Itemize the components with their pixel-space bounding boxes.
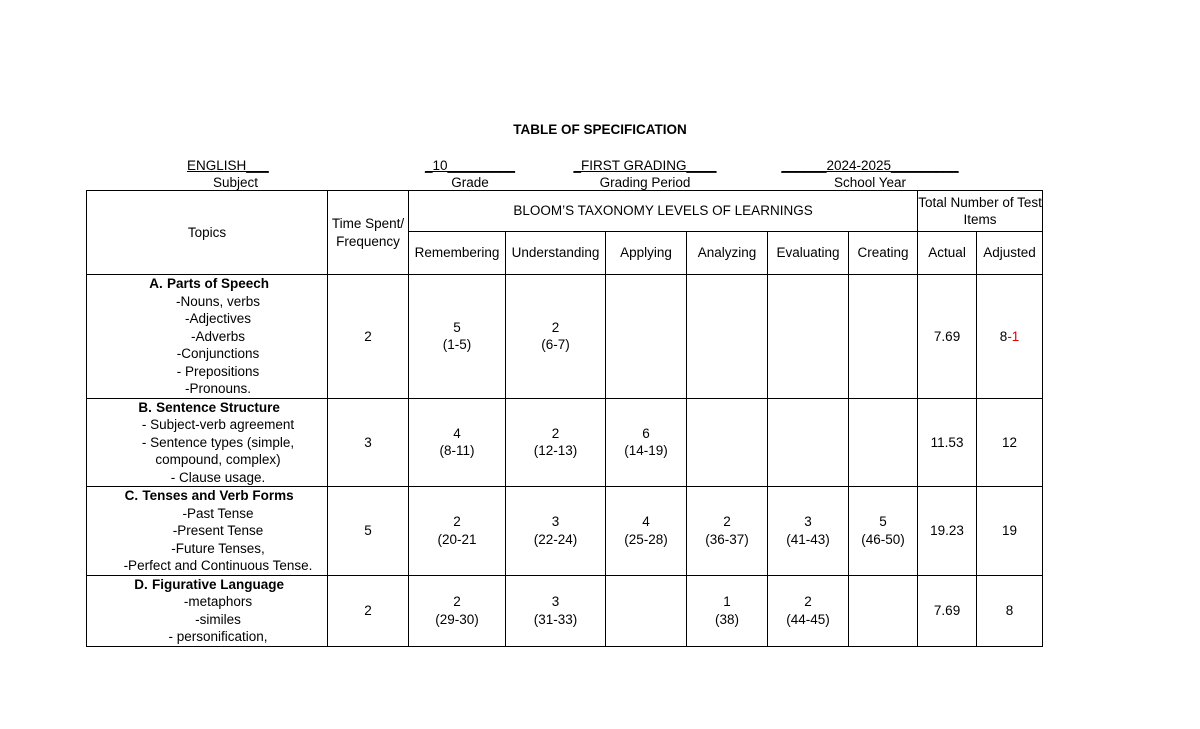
subtopic: - Clause usage. [170, 469, 266, 485]
level-cell: 2 (29-30) [409, 575, 506, 646]
subtopic: -Past Tense [182, 505, 254, 521]
level-header-remembering: Remembering [409, 232, 506, 275]
level-cell: 1 (38) [687, 575, 768, 646]
subtopic: -Adjectives [184, 311, 252, 326]
adjusted-note: -1 [1007, 328, 1020, 344]
actual-cell: 7.69 [918, 275, 977, 399]
topic-cell [87, 398, 328, 487]
level-cell [606, 575, 687, 646]
table-row [87, 275, 1043, 399]
school-year-value: ______2024-2025_________ [781, 158, 959, 173]
subtopic: compound, complex) [155, 452, 281, 467]
school-year-label: School Year [833, 175, 907, 190]
table-row [87, 487, 1043, 576]
subtopic: - Subject-verb agreement [141, 417, 295, 432]
level-cell: 2 (12-13) [506, 398, 606, 487]
topic-cell [87, 275, 328, 399]
level-cell: 5 (46-50) [849, 487, 918, 576]
level-cell: 5 (1-5) [409, 275, 506, 399]
level-cell [849, 575, 918, 646]
level-cell: 2 (6-7) [506, 275, 606, 399]
time-cell: 2 [328, 275, 409, 399]
actual-cell: 11.53 [918, 398, 977, 487]
level-header-applying: Applying [606, 232, 687, 275]
level-cell: 6 (14-19) [606, 398, 687, 487]
grade-value: _10_________ [424, 158, 516, 173]
level-cell: 2 (20-21 [409, 487, 506, 576]
subtopic: -Pronouns. [184, 381, 252, 396]
subject-label: Subject [212, 175, 258, 190]
level-cell [768, 275, 849, 399]
level-cell: 4 (8-11) [409, 398, 506, 487]
adjusted-cell: 12 [977, 398, 1043, 487]
subtopic: - Prepositions [176, 363, 260, 379]
level-cell [849, 275, 918, 399]
level-cell [687, 398, 768, 487]
grading-period-field [570, 157, 720, 191]
blooms-taxonomy-header: BLOOM’S TAXONOMY LEVELS OF LEARNINGS [409, 191, 918, 232]
topic-name: A. Parts of Speech [149, 276, 270, 291]
subtopic: -metaphors [183, 594, 253, 609]
actual-cell: 7.69 [918, 575, 977, 646]
total-items-header: Total Number of Test Items [918, 191, 1043, 232]
level-cell [687, 275, 768, 399]
time-spent-header: Time Spent/ Frequency [328, 191, 409, 275]
level-cell: 4 (25-28) [606, 487, 687, 576]
level-cell: 2 (36-37) [687, 487, 768, 576]
topic-cell [87, 487, 328, 576]
grade-label: Grade [451, 175, 489, 190]
subtopic: -Present Tense [172, 523, 264, 538]
adjusted-cell: 8-1 [977, 275, 1043, 399]
subtopic: -similes [195, 611, 241, 627]
grading-period-value: _FIRST GRADING____ [573, 158, 717, 173]
level-cell [768, 398, 849, 487]
subtopic: - Sentence types (simple, [141, 434, 295, 450]
level-cell [606, 275, 687, 399]
level-cell: 3 (22-24) [506, 487, 606, 576]
subtopic: -Adverbs [190, 328, 246, 344]
level-cell: 3 (41-43) [768, 487, 849, 576]
subject-field [170, 157, 280, 191]
subject-value: ENGLISH___ [187, 158, 269, 173]
actual-header: Actual [918, 232, 977, 275]
topic-name: B. Sentence Structure [138, 399, 280, 415]
time-cell: 3 [328, 398, 409, 487]
time-cell: 2 [328, 575, 409, 646]
subtopic: -Future Tenses, [171, 540, 265, 556]
grading-period-label: Grading Period [599, 175, 691, 190]
table-row [87, 398, 1043, 487]
adjusted-cell: 19 [977, 487, 1043, 576]
level-cell: 2 (44-45) [768, 575, 849, 646]
level-cell: 3 (31-33) [506, 575, 606, 646]
level-header-analyzing: Analyzing [687, 232, 768, 275]
school-year-field [780, 157, 960, 191]
level-header-evaluating: Evaluating [768, 232, 849, 275]
table-row [87, 575, 1043, 646]
adjusted-header: Adjusted [977, 232, 1043, 275]
subtopic: -Nouns, verbs [175, 293, 261, 309]
topics-header: Topics [87, 191, 328, 275]
document-title: TABLE OF SPECIFICATION [513, 122, 687, 137]
subtopic: -Conjunctions [176, 346, 260, 361]
topic-name: D. Figurative Language [134, 576, 285, 592]
adjusted-cell: 8 [977, 575, 1043, 646]
grade-field [400, 157, 540, 191]
subtopic: -Perfect and Continuous Tense. [123, 558, 313, 573]
level-header-understanding: Understanding [506, 232, 606, 275]
level-header-creating: Creating [849, 232, 918, 275]
level-cell [849, 398, 918, 487]
topic-name: C. Tenses and Verb Forms [124, 488, 294, 503]
specification-table [86, 190, 1043, 647]
time-cell: 5 [328, 487, 409, 576]
actual-cell: 19.23 [918, 487, 977, 576]
topic-cell [87, 575, 328, 646]
subtopic: - personification, [168, 629, 268, 644]
